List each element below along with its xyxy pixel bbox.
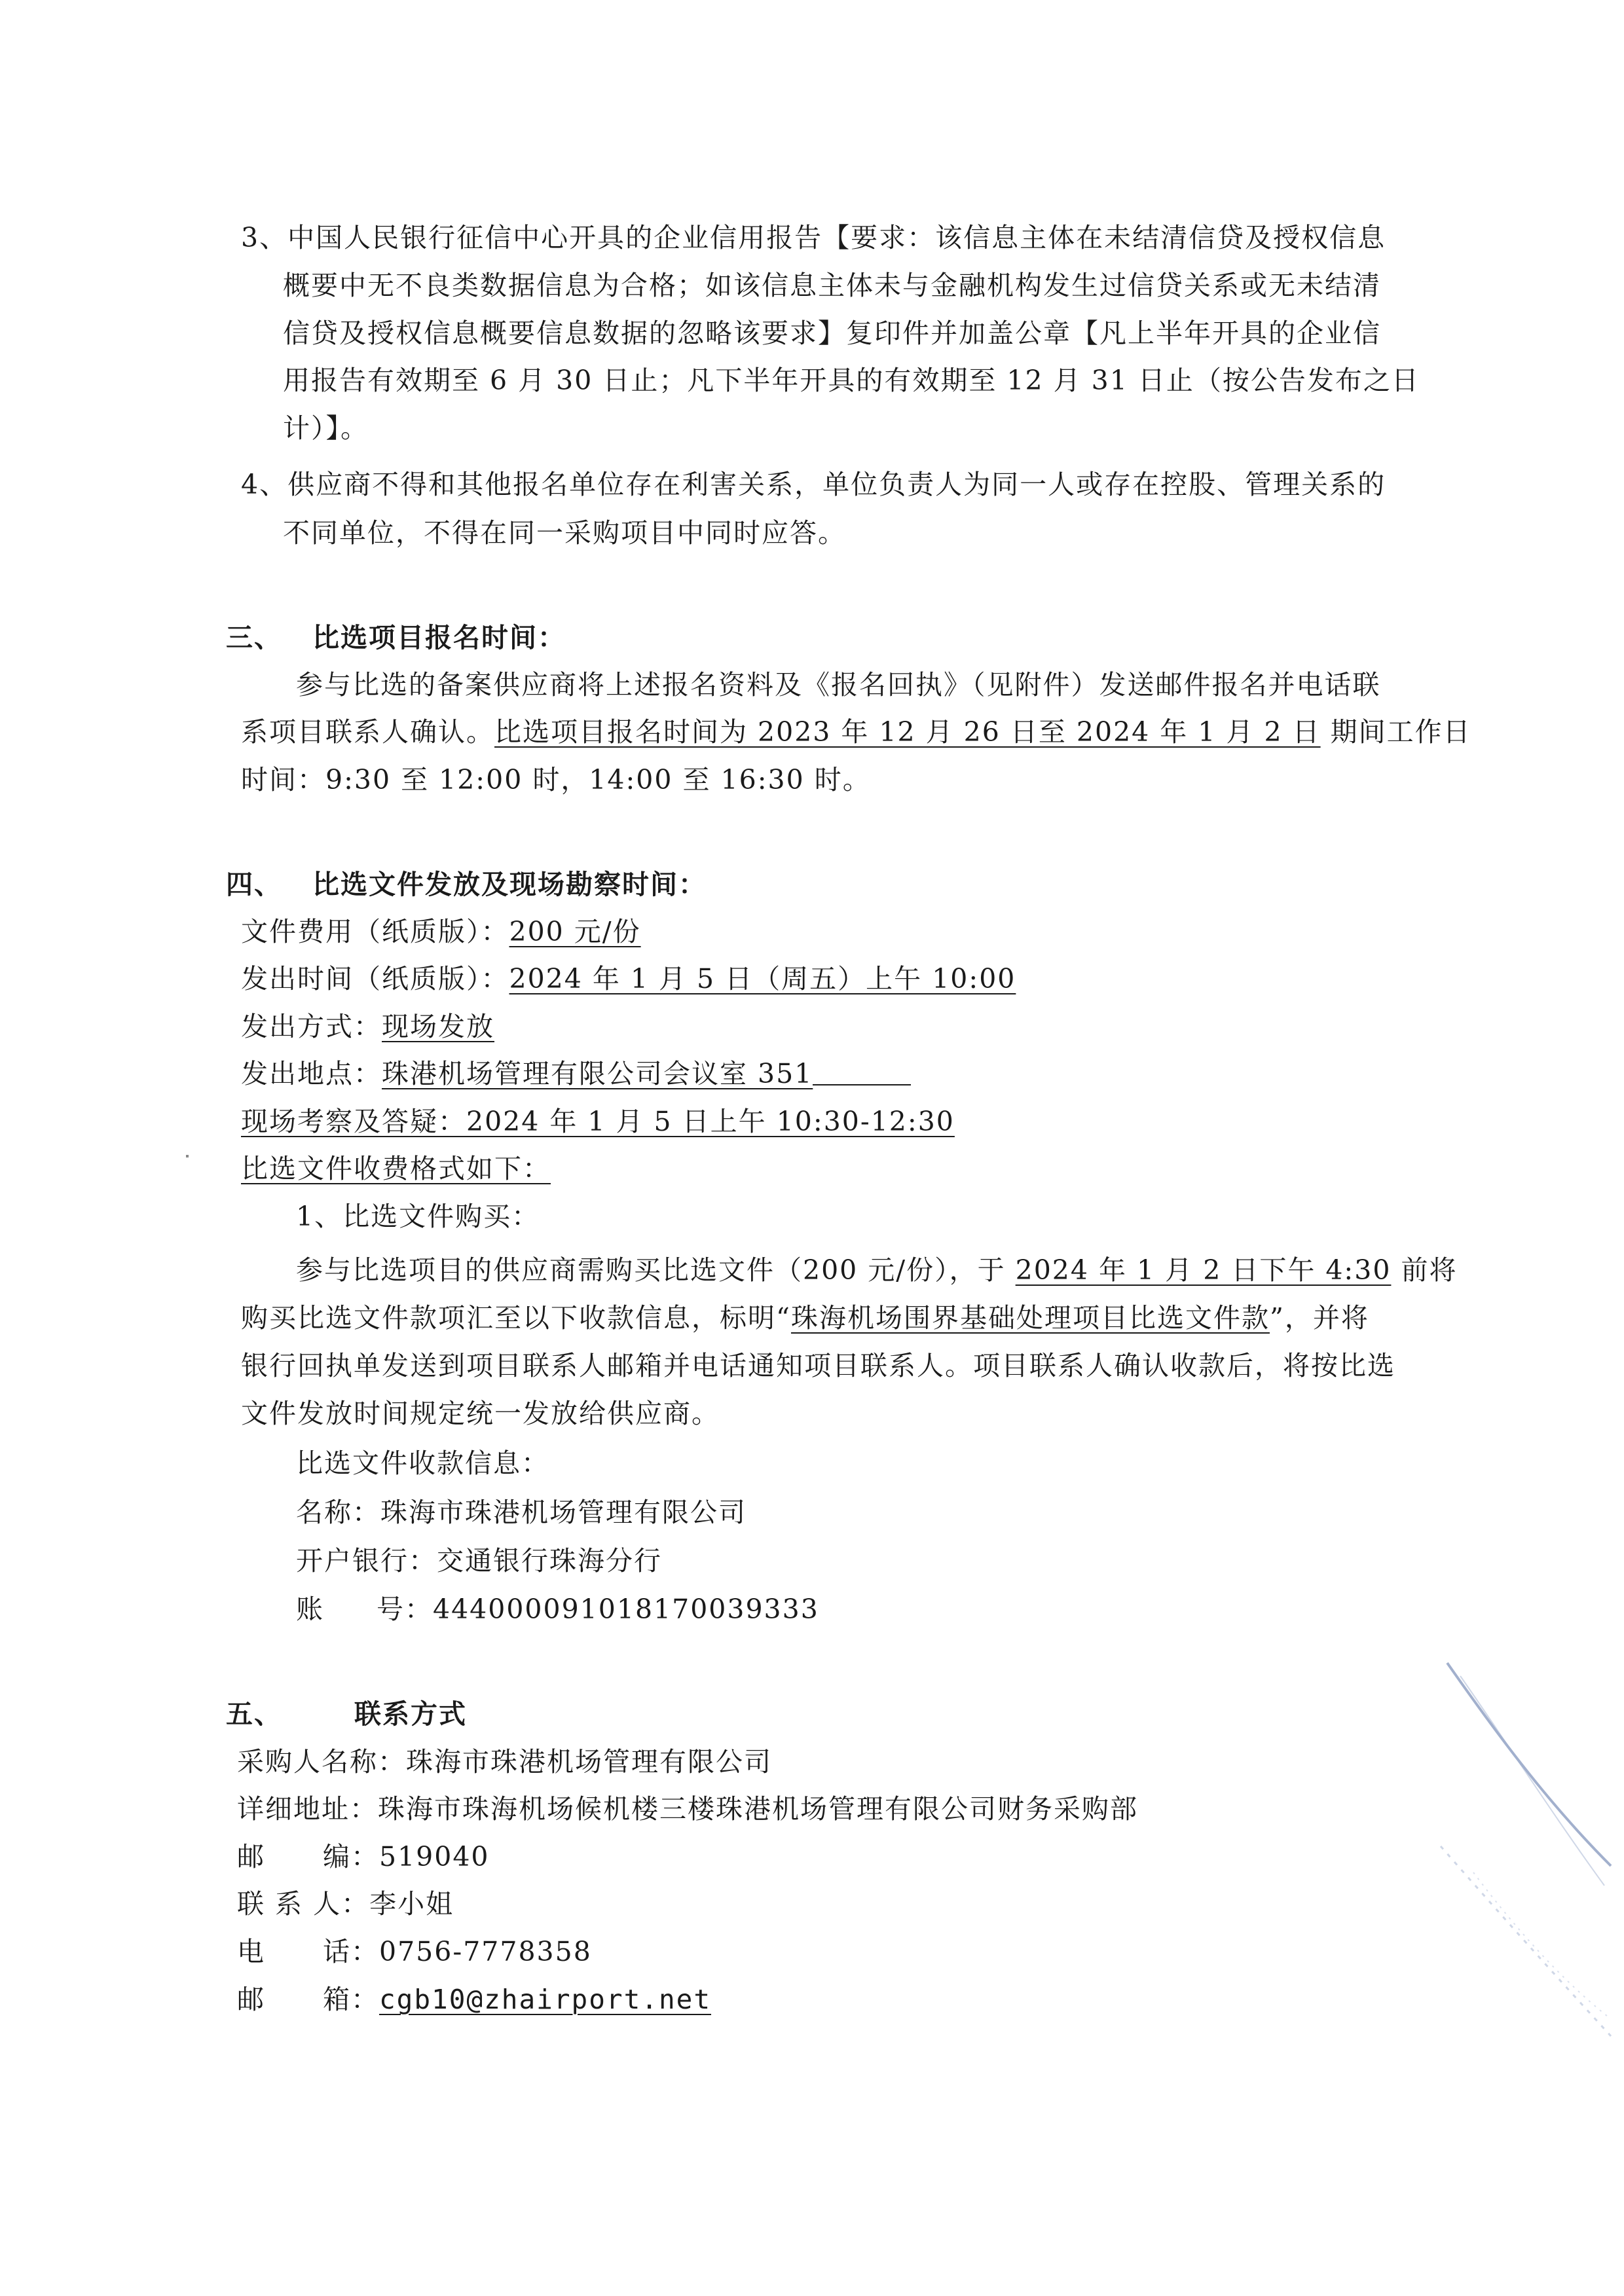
zip-line: 邮 编：519040 bbox=[237, 1841, 490, 1872]
purchase-para-line-4: 文件发放时间规定统一发放给供应商。 bbox=[241, 1398, 720, 1429]
fee-format-line: 比选文件收费格式如下： bbox=[241, 1153, 551, 1184]
item3-line-2: 概要中无不良类数据信息为合格；如该信息主体未与金融机构发生过信贷关系或无未结清 bbox=[283, 270, 1381, 301]
purchase-deadline: 2024 年 1 月 2 日下午 4:30 bbox=[1015, 1254, 1392, 1286]
section3-heading bbox=[226, 619, 566, 656]
address-line: 详细地址：珠海市珠海机场候机楼三楼珠港机场管理有限公司财务采购部 bbox=[237, 1793, 1138, 1825]
item3-line-5: 计）】。 bbox=[283, 412, 369, 444]
item3-line-3: 信贷及授权信息概要信息数据的忽略该要求】复印件并加盖公章【凡上半年开具的企业信 bbox=[283, 318, 1381, 349]
issue-method-value: 现场发放 bbox=[382, 1011, 494, 1042]
purchase-para-line-3: 银行回执单发送到项目联系人邮箱并电话通知项目联系人。项目联系人确认收款后，将按比选 bbox=[241, 1350, 1395, 1381]
issue-method-line: 发出方式：现场发放 bbox=[241, 1011, 494, 1042]
bank-name: 交通银行珠海分行 bbox=[437, 1545, 662, 1576]
section3-line-1: 参与比选的备案供应商将上述报名资料及《报名回执》（见附件）发送邮件报名并电话联 bbox=[296, 669, 1381, 701]
section3-line-2: 系项目联系人确认。比选项目报名时间为 2023 年 12 月 26 日至 2024 年 1 月 2 日 期间工作日 bbox=[241, 716, 1471, 748]
payee-name: 珠海市珠港机场管理有限公司 bbox=[380, 1497, 747, 1528]
item4-line-2: 不同单位，不得在同一采购项目中同时应答。 bbox=[283, 517, 846, 549]
account-number: 444000091018170039333 bbox=[433, 1594, 819, 1625]
payee-name-line: 名称：珠海市珠港机场管理有限公司 bbox=[296, 1497, 747, 1528]
item4-line-1: 4、供应商不得和其他报名单位存在利害关系，单位负责人为同一人或存在控股、管理关系的 bbox=[241, 469, 1386, 500]
buyer-line: 采购人名称：珠海市珠港机场管理有限公司 bbox=[237, 1746, 772, 1777]
item3-line-1: 3、中国人民银行征信中心开具的企业信用报告【要求：该信息主体在未结清信贷及授权信息 bbox=[241, 222, 1386, 253]
purchase-para-line-1: 参与比选项目的供应商需购买比选文件（200 元/份），于 2024 年 1 月 2 日下午 4:30 前将 bbox=[296, 1254, 1458, 1286]
survey-line: 现场考察及答疑：2024 年 1 月 5 日上午 10:30-12:30 bbox=[241, 1106, 955, 1137]
file-fee-line: 文件费用（纸质版）：200 元/份 bbox=[241, 916, 641, 947]
buyer-name: 珠海市珠港机场管理有限公司 bbox=[406, 1746, 772, 1777]
issue-place-line: 发出地点：珠港机场管理有限公司会议室 351 bbox=[241, 1055, 911, 1092]
email-address[interactable]: cgb10@zhairport.net bbox=[379, 1984, 711, 2015]
file-fee-value: 200 元/份 bbox=[509, 916, 641, 947]
contact-line: 联 系 人：李小姐 bbox=[237, 1888, 454, 1920]
issue-time-line: 发出时间（纸质版）：2024 年 1 月 5 日（周五）上午 10:00 bbox=[241, 963, 1016, 994]
section4-heading bbox=[226, 866, 707, 903]
section4-title: 比选文件发放及现场勘察时间： bbox=[312, 869, 707, 900]
registration-period: 比选项目报名时间为 2023 年 12 月 26 日至 2024 年 1 月 2 日 bbox=[494, 716, 1321, 748]
margin-dot bbox=[186, 1155, 189, 1157]
contact-person: 李小姐 bbox=[369, 1888, 454, 1920]
bank-line: 开户银行：交通银行珠海分行 bbox=[296, 1545, 662, 1576]
phone-line: 电 话：0756-7778358 bbox=[237, 1936, 592, 1967]
payee-info-title: 比选文件收款信息： bbox=[296, 1448, 549, 1479]
purchase-para-line-2: 购买比选文件款项汇至以下收款信息，标明“珠海机场围界基础处理项目比选文件款”，并将 bbox=[241, 1302, 1369, 1334]
section3-line-3: 时间：9:30 至 12:00 时，14:00 至 16:30 时。 bbox=[241, 764, 871, 795]
section3-title: 比选项目报名时间： bbox=[312, 622, 566, 653]
payment-remark: 珠海机场围界基础处理项目比选文件款 bbox=[790, 1302, 1270, 1334]
scan-artifact bbox=[1434, 1650, 1617, 2043]
account-line: 账 号：444000091018170039333 bbox=[296, 1594, 819, 1625]
zip-value: 519040 bbox=[379, 1841, 490, 1872]
section5-heading bbox=[226, 1696, 467, 1732]
email-line: 邮 箱：cgb10@zhairport.net bbox=[237, 1984, 711, 2015]
section5-title: 联系方式 bbox=[354, 1698, 467, 1730]
section4-number: 四、 bbox=[226, 869, 282, 900]
issue-place-value: 珠港机场管理有限公司会议室 351 bbox=[382, 1058, 813, 1089]
section5-number: 五、 bbox=[226, 1698, 282, 1730]
blank-underline bbox=[813, 1061, 911, 1085]
issue-time-value: 2024 年 1 月 5 日（周五）上午 10:00 bbox=[509, 963, 1016, 994]
phone-number: 0756-7778358 bbox=[379, 1936, 592, 1967]
section3-number: 三、 bbox=[226, 622, 282, 653]
address-value: 珠海市珠海机场候机楼三楼珠港机场管理有限公司财务采购部 bbox=[378, 1793, 1138, 1825]
purchase-subheading: 1、比选文件购买： bbox=[296, 1201, 540, 1232]
item3-line-4: 用报告有效期至 6 月 30 日止；凡下半年开具的有效期至 12 月 31 日止（按公告发布之日 bbox=[283, 365, 1420, 396]
